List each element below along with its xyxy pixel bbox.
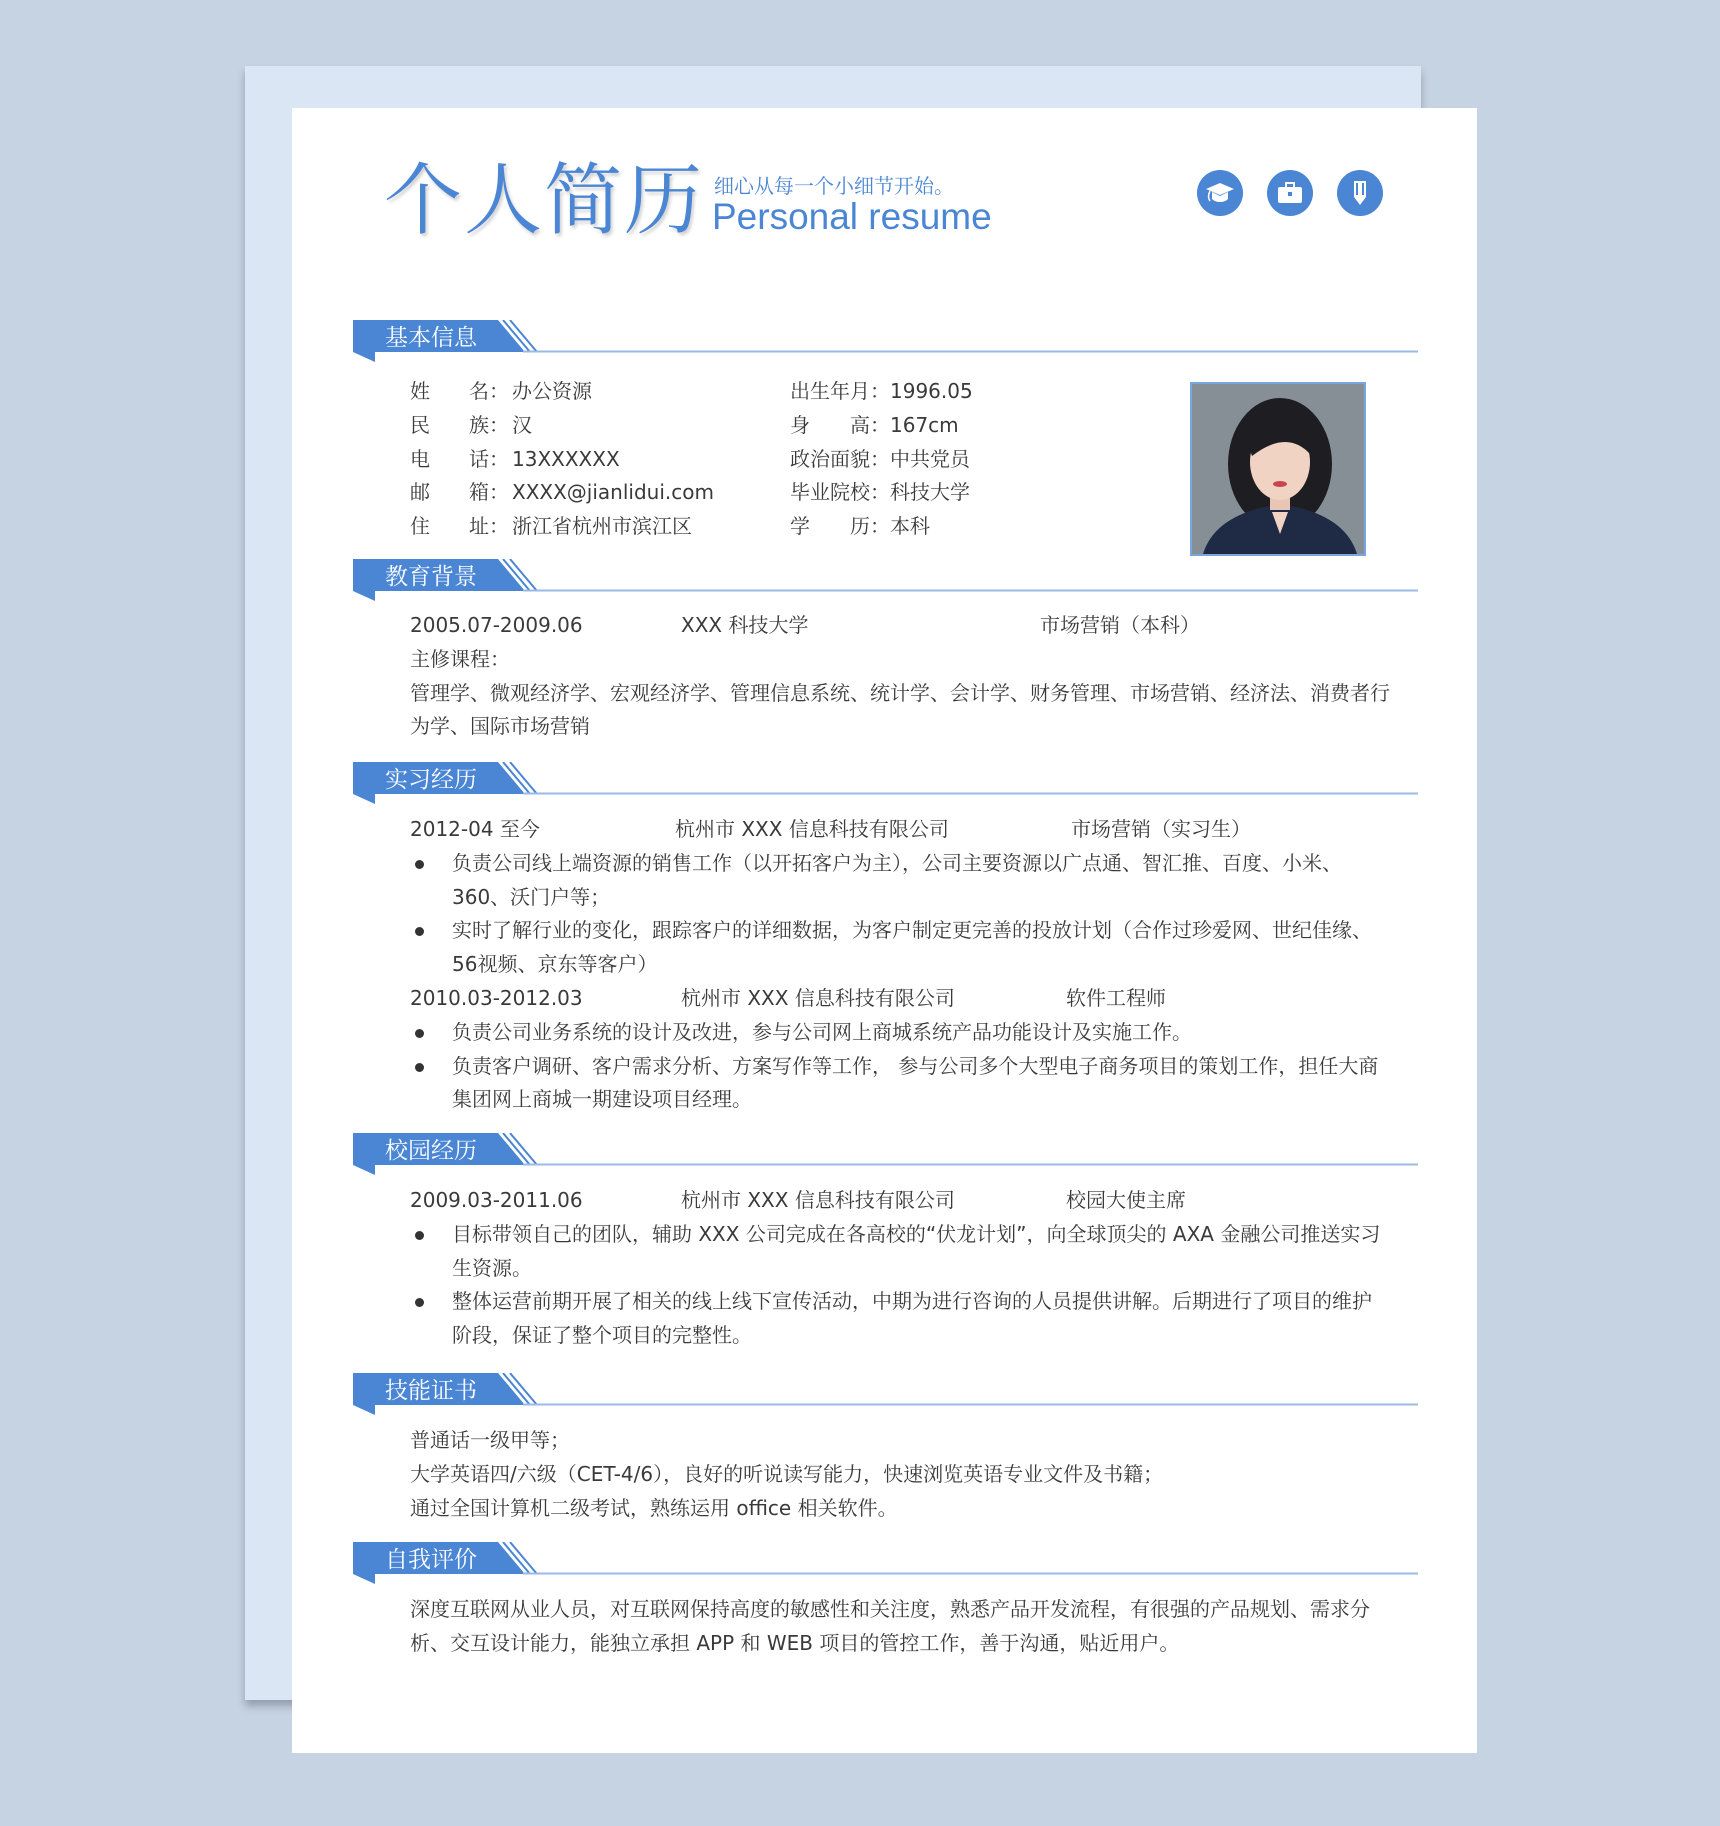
text: 167cm [890,412,959,437]
text: 浙江省杭州市滨江区 [512,514,692,539]
internship-content [410,813,1390,1117]
text: 软件工程师 [1066,985,1166,1010]
text: 校园经历 [385,1138,477,1164]
entry-row [410,982,1390,1016]
skills-content [410,1424,1390,1525]
text: 2005.07-2009.06 [410,613,583,637]
text: 中共党员 [890,446,970,471]
info-row [790,476,1150,510]
text: 技能证书 [385,1378,477,1404]
text: 自我评价 [385,1547,477,1573]
text: 名： [469,379,509,403]
text: 实习经历 [385,767,477,793]
text: 市场营销（实习生） [1071,817,1251,841]
resume-title: 个人简历 [384,156,705,246]
entry-row [410,813,1390,847]
text: 1996.05 [890,379,973,403]
section-header-campus [353,1133,1418,1173]
text: 学 历： [790,514,890,539]
text: 科技大学 [890,480,970,505]
text: 管理学、微观经济学、宏观经济学、管理信息系统、统计学、会计学、财务管理、市场营销、经济法、消费者行为学、国际市场营销 [410,680,1390,739]
profile-photo [1190,382,1366,556]
text: XXXX@jianlidui.com [512,480,714,505]
info-row [790,409,1150,443]
text: 族： [469,412,509,437]
text: XXX 科技大学 [681,613,809,637]
resume-page [292,108,1477,1753]
list-item: 负责客户调研、客户需求分析、方案写作等工作， 参与公司多个大型电子商务项目的策划工作，担任大商集团网上商城一期建设项目经理。 [410,1050,1390,1118]
text: 政治面貌： [790,446,890,471]
text: 出生年月： [790,379,890,403]
text: 2012-04 至今 [410,817,540,841]
text: 市场营销（本科） [1040,613,1200,637]
list-item: 负责公司业务系统的设计及改进，参与公司网上商城系统产品功能设计及实施工作。 [410,1016,1390,1050]
text: 话： [469,446,509,471]
list-item: 负责公司线上端资源的销售工作（以开拓客户为主），公司主要资源以广点通、智汇推、百度、小米、360、沃门户等； [410,847,1390,915]
text: 汉 [512,412,532,437]
campus-content [410,1184,1390,1353]
slogan: 细心从每一个小细节开始。 [714,174,954,198]
text: 邮 [410,480,430,505]
list-item: 目标带领自己的团队，辅助 XXX 公司完成在各高校的“伏龙计划”，向全球顶尖的 AXA 金融公司推送实习生资源。 [410,1218,1390,1286]
entry-row [410,609,1390,643]
text: 教育背景 [385,564,477,590]
entry-row [410,1184,1390,1218]
text: 2009.03-2011.06 [410,1188,583,1212]
text: 基本信息 [385,325,477,351]
text: 通过全国计算机二级考试，熟练运用 office 相关软件。 [410,1495,898,1520]
text: 毕业院校： [790,480,890,505]
info-row [790,375,1150,409]
text: 民 [410,412,430,437]
info-row [790,443,1150,477]
list-item: 整体运营前期开展了相关的线上线下宣传活动，中期为进行咨询的人员提供讲解。后期进行了项目的维护阶段，保证了整个项目的完整性。 [410,1285,1390,1353]
education-content [410,609,1390,744]
section-header-skills [353,1373,1418,1413]
graduation-cap-icon [1197,170,1243,216]
list-item: 实时了解行业的变化，跟踪客户的详细数据，为客户制定更完善的投放计划（合作过珍爱网、世纪佳缘、56视频、京东等客户） [410,914,1390,982]
subtitle: Personal resume [712,196,992,237]
section-header-education [353,559,1418,599]
text: 住 [410,514,430,539]
text: 普通话一级甲等； [410,1428,570,1452]
text: 办公资源 [512,379,592,403]
text: 杭州市 XXX 信息科技有限公司 [681,1188,955,1212]
pencil-icon [1337,170,1383,216]
text: 本科 [890,514,930,539]
section-header-self [353,1542,1418,1582]
info-row [790,510,1150,544]
section-header-internship [353,762,1418,802]
text: 箱： [469,480,509,505]
text: 校园大使主席 [1066,1188,1186,1212]
text: 2010.03-2012.03 [410,985,583,1010]
section-header-basic [353,320,1418,360]
basic-info-right [790,375,1150,544]
text: 杭州市 XXX 信息科技有限公司 [681,985,955,1010]
text: 杭州市 XXX 信息科技有限公司 [675,817,949,841]
briefcase-icon [1267,170,1313,216]
text: 电 [410,446,430,471]
text: 址： [469,514,509,539]
text: 大学英语四/六级（CET-4/6），良好的听说读写能力，快速浏览英语专业文件及书籍； [410,1461,1164,1486]
text: 姓 [410,379,430,403]
text: 13XXXXXX [512,446,620,471]
text: 身 高： [790,412,890,437]
self-evaluation: 深度互联网从业人员，对互联网保持高度的敏感性和关注度，熟悉产品开发流程，有很强的产品规划、需求分析、交互设计能力，能独立承担 APP 和 WEB 项目的管控工作，善于沟通，贴近用户。 [410,1597,1370,1655]
text: 主修课程： [410,646,510,671]
